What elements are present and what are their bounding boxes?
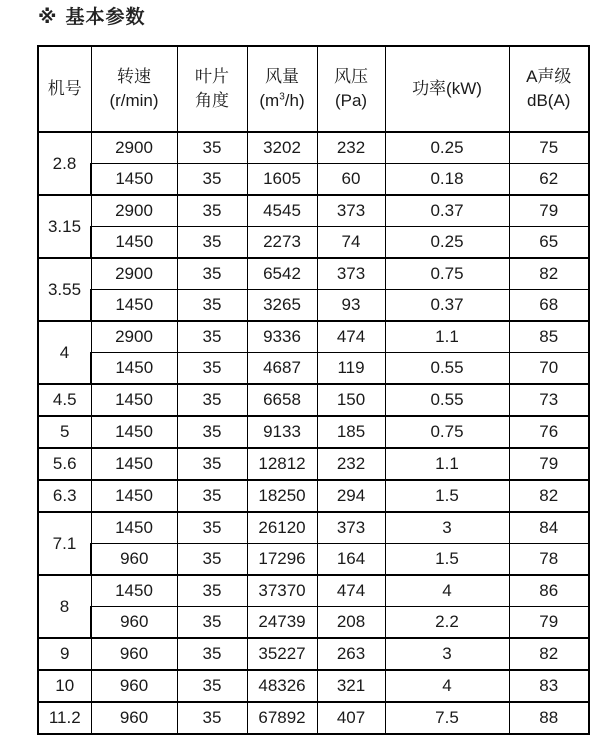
cell-model: 4 [38, 321, 91, 384]
cell-speed: 2900 [91, 258, 177, 290]
cell-pressure: 321 [317, 670, 385, 702]
cell-airflow: 17296 [247, 544, 317, 576]
cell-power: 3 [385, 512, 509, 544]
cell-noise: 68 [509, 290, 589, 322]
cell-model: 5 [38, 416, 91, 448]
cell-speed: 960 [91, 670, 177, 702]
cell-angle: 35 [177, 670, 247, 702]
cell-model: 5.6 [38, 448, 91, 480]
cell-speed: 2900 [91, 321, 177, 353]
cell-pressure: 232 [317, 448, 385, 480]
cell-airflow: 4545 [247, 195, 317, 227]
cell-speed: 1450 [91, 227, 177, 259]
cell-pressure: 164 [317, 544, 385, 576]
section-title-text: 基本参数 [65, 6, 146, 28]
cell-power: 1.5 [385, 480, 509, 512]
parameters-table [37, 45, 590, 735]
table-row [38, 544, 589, 576]
cell-pressure: 474 [317, 321, 385, 353]
cell-angle: 35 [177, 448, 247, 480]
header-pressure: 风压 (Pa) [317, 46, 385, 132]
cell-speed: 1450 [91, 448, 177, 480]
cell-airflow: 1605 [247, 164, 317, 196]
cell-power: 7.5 [385, 702, 509, 734]
table-row [38, 132, 589, 164]
cell-speed: 1450 [91, 480, 177, 512]
cell-model: 8 [38, 575, 91, 638]
table-row [38, 512, 589, 544]
cell-power: 2.2 [385, 607, 509, 639]
cell-angle: 35 [177, 258, 247, 290]
header-speed: 转速 (r/min) [91, 46, 177, 132]
cell-model: 2.8 [38, 132, 91, 195]
header-noise: A声级 dB(A) [509, 46, 589, 132]
cell-airflow: 37370 [247, 575, 317, 607]
cell-noise: 83 [509, 670, 589, 702]
cell-airflow: 4687 [247, 353, 317, 385]
cell-noise: 86 [509, 575, 589, 607]
header-airflow: 风量 $(m^3/h)$ [247, 46, 317, 132]
table-row [38, 638, 589, 670]
cell-power: 1.5 [385, 544, 509, 576]
cell-model: 3.55 [38, 258, 91, 321]
cell-speed: 1450 [91, 575, 177, 607]
cell-airflow: 2273 [247, 227, 317, 259]
cell-model: 7.1 [38, 512, 91, 575]
cell-speed: 2900 [91, 132, 177, 164]
cell-angle: 35 [177, 702, 247, 734]
cell-airflow: 12812 [247, 448, 317, 480]
section-title [38, 3, 146, 31]
table-row [38, 195, 589, 227]
cell-noise: 79 [509, 607, 589, 639]
cell-airflow: 67892 [247, 702, 317, 734]
cell-pressure: 60 [317, 164, 385, 196]
cell-angle: 35 [177, 575, 247, 607]
table-row [38, 290, 589, 322]
cell-power: 4 [385, 575, 509, 607]
cell-model: 10 [38, 670, 91, 702]
table-row [38, 607, 589, 639]
table-row [38, 353, 589, 385]
cell-noise: 79 [509, 195, 589, 227]
cell-angle: 35 [177, 132, 247, 164]
cell-power: 0.25 [385, 227, 509, 259]
cell-airflow: 6542 [247, 258, 317, 290]
cell-pressure: 74 [317, 227, 385, 259]
cell-airflow: 9336 [247, 321, 317, 353]
cell-airflow: 26120 [247, 512, 317, 544]
cell-noise: 79 [509, 448, 589, 480]
cell-pressure: 150 [317, 384, 385, 416]
cell-angle: 35 [177, 227, 247, 259]
table-row [38, 670, 589, 702]
cell-noise: 82 [509, 258, 589, 290]
cell-noise: 73 [509, 384, 589, 416]
cell-model: 11.2 [38, 702, 91, 734]
cell-power: 1.1 [385, 321, 509, 353]
cell-power: 0.55 [385, 353, 509, 385]
cell-power: 0.18 [385, 164, 509, 196]
cell-power: 4 [385, 670, 509, 702]
cell-pressure: 232 [317, 132, 385, 164]
cell-model: 9 [38, 638, 91, 670]
cell-noise: 85 [509, 321, 589, 353]
table-row [38, 702, 589, 734]
cell-power: 0.37 [385, 195, 509, 227]
cell-noise: 84 [509, 512, 589, 544]
header-power: 功率(kW) [385, 46, 509, 132]
cell-power: 1.1 [385, 448, 509, 480]
cell-pressure: 208 [317, 607, 385, 639]
cell-pressure: 373 [317, 195, 385, 227]
cell-noise: 65 [509, 227, 589, 259]
cell-pressure: 373 [317, 258, 385, 290]
cell-angle: 35 [177, 480, 247, 512]
cell-pressure: 119 [317, 353, 385, 385]
table-row [38, 258, 589, 290]
cell-noise: 75 [509, 132, 589, 164]
cell-pressure: 294 [317, 480, 385, 512]
header-blade-angle: 叶片 角度 [177, 46, 247, 132]
cell-model: 4.5 [38, 384, 91, 416]
cell-angle: 35 [177, 607, 247, 639]
cell-angle: 35 [177, 321, 247, 353]
cell-angle: 35 [177, 416, 247, 448]
table-row [38, 321, 589, 353]
cell-noise: 78 [509, 544, 589, 576]
cell-speed: 960 [91, 638, 177, 670]
cell-speed: 960 [91, 607, 177, 639]
cell-angle: 35 [177, 353, 247, 385]
cell-noise: 76 [509, 416, 589, 448]
cell-speed: 1450 [91, 164, 177, 196]
table-row [38, 384, 589, 416]
cell-power: 0.75 [385, 258, 509, 290]
table-row [38, 575, 589, 607]
cell-model: 3.15 [38, 195, 91, 258]
cell-speed: 960 [91, 702, 177, 734]
cell-angle: 35 [177, 638, 247, 670]
cell-power: 3 [385, 638, 509, 670]
cell-model: 6.3 [38, 480, 91, 512]
cell-speed: 1450 [91, 384, 177, 416]
cell-pressure: 263 [317, 638, 385, 670]
cell-airflow: 24739 [247, 607, 317, 639]
table-row [38, 227, 589, 259]
cell-pressure: 407 [317, 702, 385, 734]
cell-speed: 1450 [91, 353, 177, 385]
cell-airflow: 48326 [247, 670, 317, 702]
cell-angle: 35 [177, 384, 247, 416]
cell-power: 0.37 [385, 290, 509, 322]
cell-pressure: 474 [317, 575, 385, 607]
cell-pressure: 373 [317, 512, 385, 544]
cell-speed: 960 [91, 544, 177, 576]
cell-airflow: 18250 [247, 480, 317, 512]
table-row [38, 448, 589, 480]
table-row [38, 164, 589, 196]
cell-angle: 35 [177, 290, 247, 322]
cell-noise: 62 [509, 164, 589, 196]
table-row [38, 480, 589, 512]
table-header-row [38, 46, 589, 132]
cell-airflow: 3202 [247, 132, 317, 164]
cell-speed: 2900 [91, 195, 177, 227]
cell-speed: 1450 [91, 290, 177, 322]
cell-noise: 82 [509, 638, 589, 670]
cell-pressure: 185 [317, 416, 385, 448]
cell-power: 0.25 [385, 132, 509, 164]
cell-airflow: 9133 [247, 416, 317, 448]
cell-angle: 35 [177, 195, 247, 227]
reference-mark-icon: ※ [38, 6, 58, 28]
table-row [38, 416, 589, 448]
cell-power: 0.55 [385, 384, 509, 416]
header-model: 机号 [38, 46, 91, 132]
cell-noise: 70 [509, 353, 589, 385]
cell-power: 0.75 [385, 416, 509, 448]
cell-airflow: 3265 [247, 290, 317, 322]
cell-speed: 1450 [91, 512, 177, 544]
cell-airflow: 35227 [247, 638, 317, 670]
cell-angle: 35 [177, 544, 247, 576]
cell-airflow: 6658 [247, 384, 317, 416]
cell-speed: 1450 [91, 416, 177, 448]
cell-angle: 35 [177, 512, 247, 544]
cell-noise: 82 [509, 480, 589, 512]
table-body [38, 132, 589, 734]
cell-pressure: 93 [317, 290, 385, 322]
cell-angle: 35 [177, 164, 247, 196]
cell-noise: 88 [509, 702, 589, 734]
